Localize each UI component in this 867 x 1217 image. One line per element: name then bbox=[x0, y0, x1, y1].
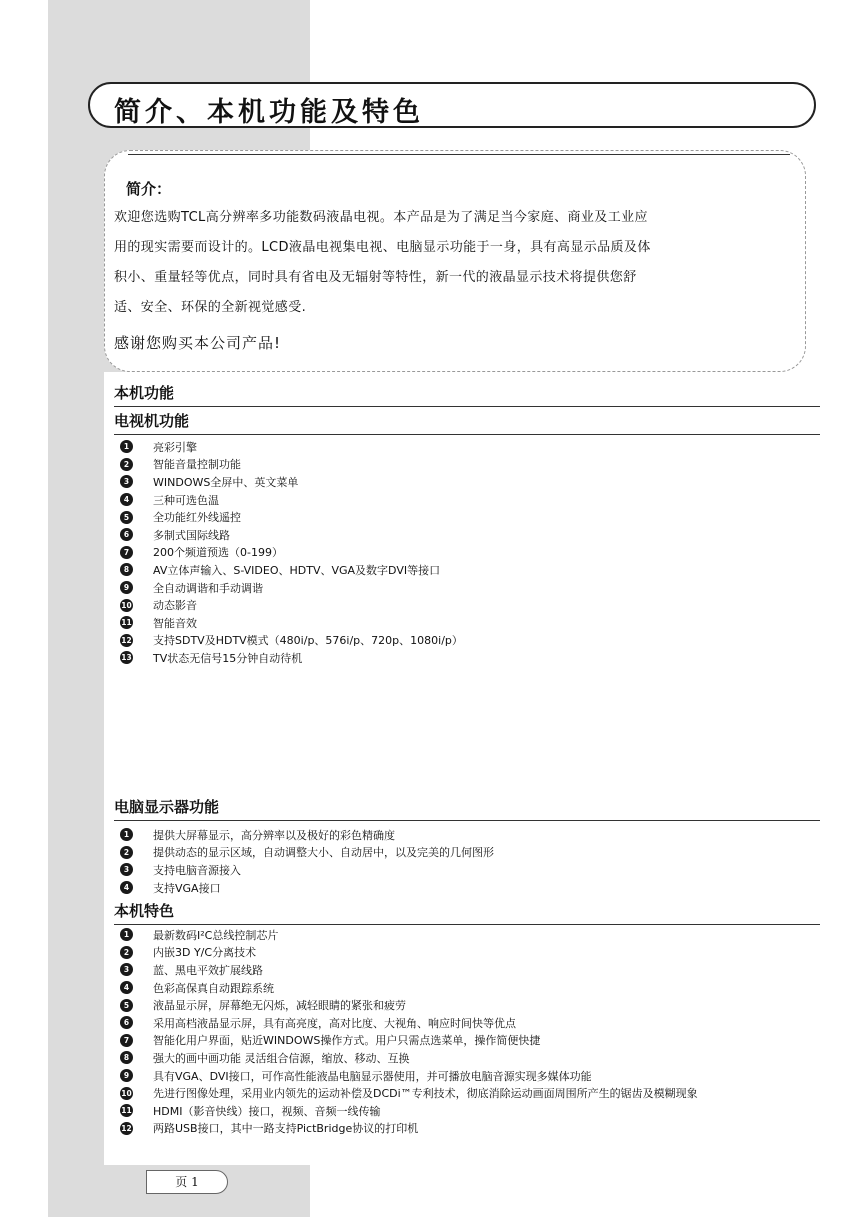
number-bullet-icon: 1 bbox=[120, 928, 133, 941]
number-bullet-icon: 12 bbox=[121, 1123, 132, 1133]
number-bullet-icon: 9 bbox=[120, 1069, 133, 1082]
feature-item bbox=[120, 561, 820, 579]
feature-item bbox=[120, 1067, 820, 1085]
pc-feature-list bbox=[120, 826, 820, 896]
number-bullet-icon: 7 bbox=[120, 546, 133, 559]
number-bullet-icon: 1 bbox=[120, 440, 133, 453]
feature-text: TV状态无信号15分钟自动待机 bbox=[153, 651, 303, 665]
number-bullet-icon: 3 bbox=[120, 475, 133, 488]
feature-item bbox=[120, 1120, 820, 1138]
number-bullet-icon: 12 bbox=[121, 635, 132, 645]
number-bullet-icon: 10 bbox=[121, 600, 132, 610]
feature-text: HDMI（影音快线）接口，视频、音频一线传输 bbox=[153, 1104, 381, 1118]
feature-item bbox=[120, 526, 820, 544]
feature-item bbox=[120, 596, 820, 614]
number-bullet-icon: 3 bbox=[120, 963, 133, 976]
number-bullet-icon: 9 bbox=[120, 581, 133, 594]
feature-text: 智能音效 bbox=[153, 616, 197, 630]
feature-item bbox=[120, 996, 820, 1014]
number-bullet-icon: 2 bbox=[120, 946, 133, 959]
intro-line: 适、安全、环保的全新视觉感受. bbox=[114, 300, 307, 315]
feature-item bbox=[120, 861, 820, 879]
feature-item bbox=[120, 844, 820, 862]
feature-text: 智能音量控制功能 bbox=[153, 458, 241, 472]
feature-item bbox=[120, 579, 820, 597]
feature-text: 色彩高保真自动跟踪系统 bbox=[153, 981, 274, 995]
feature-text: 液晶显示屏，屏幕绝无闪烁，减轻眼睛的紧张和疲劳 bbox=[153, 999, 406, 1013]
feature-text: 提供动态的显示区域，自动调整大小、自动居中，以及完美的几何图形 bbox=[153, 846, 494, 860]
section-header-features: 本机功能 bbox=[114, 382, 820, 407]
number-bullet-icon: 7 bbox=[120, 1034, 133, 1047]
number-bullet-icon: 4 bbox=[120, 981, 133, 994]
feature-text: 最新数码I²C总线控制芯片 bbox=[153, 928, 279, 942]
feature-text: 两路USB接口，其中一路支持PictBridge协议的打印机 bbox=[153, 1122, 419, 1136]
feature-item bbox=[120, 473, 820, 491]
feature-item bbox=[120, 826, 820, 844]
feature-text: 亮彩引擎 bbox=[153, 440, 197, 454]
number-bullet-icon: 4 bbox=[120, 493, 133, 506]
feature-item bbox=[120, 438, 820, 456]
page-title: 简介、本机功能及特色 bbox=[114, 97, 424, 128]
feature-text: AV立体声输入、S-VIDEO、HDTV、VGA及数字DVI等接口 bbox=[153, 563, 441, 577]
feature-text: 全自动调谐和手动调谐 bbox=[153, 581, 263, 595]
number-bullet-icon: 8 bbox=[120, 563, 133, 576]
feature-item bbox=[120, 944, 820, 962]
section-header-tv: 电视机功能 bbox=[114, 410, 820, 435]
feature-text: 智能化用户界面，贴近WINDOWS操作方式。用户只需点选菜单，操作简便快捷 bbox=[153, 1034, 541, 1048]
feature-text: 支持SDTV及HDTV模式（480i/p、576i/p、720p、1080i/p） bbox=[153, 634, 463, 648]
intro-thanks: 感谢您购买本公司产品! bbox=[114, 334, 282, 352]
number-bullet-icon: 5 bbox=[120, 999, 133, 1012]
number-bullet-icon: 11 bbox=[121, 618, 132, 628]
feature-item bbox=[120, 508, 820, 526]
tv-feature-list bbox=[120, 438, 820, 667]
intro-line: 积小、重量轻等优点，同时具有省电及无辐射等特性，新一代的液晶显示技术将提供您舒 bbox=[114, 270, 637, 285]
feature-item bbox=[120, 1084, 820, 1102]
section-header-pc: 电脑显示器功能 bbox=[114, 796, 820, 821]
feature-item bbox=[120, 1049, 820, 1067]
feature-item bbox=[120, 979, 820, 997]
feature-text: 多制式国际线路 bbox=[153, 528, 230, 542]
number-bullet-icon: 8 bbox=[120, 1051, 133, 1064]
number-bullet-icon: 11 bbox=[121, 1106, 132, 1116]
feature-text: 200个频道预选（0-199） bbox=[153, 546, 283, 560]
feature-item bbox=[120, 614, 820, 632]
feature-item bbox=[120, 926, 820, 944]
intro-heading: 简介： bbox=[126, 180, 172, 198]
feature-item bbox=[120, 1032, 820, 1050]
feature-text: 全功能红外线遥控 bbox=[153, 511, 241, 525]
title-box bbox=[88, 82, 816, 128]
intro-line: 欢迎您选购TCL高分辨率多功能数码液晶电视。本产品是为了满足当今家庭、商业及工业应 bbox=[114, 210, 648, 225]
number-bullet-icon: 13 bbox=[121, 653, 132, 663]
page-number-tab: 页 1 bbox=[146, 1170, 228, 1194]
feature-text: 具有VGA、DVI接口，可作高性能液晶电脑显示器使用，并可播放电脑音源实现多媒体功能 bbox=[153, 1069, 592, 1083]
feature-text: 支持电脑音源接入 bbox=[153, 863, 241, 877]
feature-item bbox=[120, 961, 820, 979]
feature-item bbox=[120, 456, 820, 474]
feature-text: 三种可选色温 bbox=[153, 493, 219, 507]
feature-text: 强大的画中画功能 灵活组合信源，缩放、移动、互换 bbox=[153, 1051, 410, 1065]
feature-text: 提供大屏幕显示，高分辨率以及极好的彩色精确度 bbox=[153, 828, 395, 842]
feature-text: 动态影音 bbox=[153, 599, 197, 613]
feature-text: WINDOWS全屏中、英文菜单 bbox=[153, 475, 299, 489]
characteristics-feature-list bbox=[120, 926, 820, 1137]
feature-item bbox=[120, 1102, 820, 1120]
feature-text: 先进行图像处理，采用业内领先的运动补偿及DCDi™专利技术，彻底消除运动画面周围所产生的锯齿及模糊现象 bbox=[153, 1087, 698, 1101]
feature-text: 支持VGA接口 bbox=[153, 881, 221, 895]
section-header-characteristics: 本机特色 bbox=[114, 900, 820, 925]
feature-text: 采用高档液晶显示屏，具有高亮度，高对比度、大视角、响应时间快等优点 bbox=[153, 1016, 516, 1030]
number-bullet-icon: 1 bbox=[120, 828, 133, 841]
number-bullet-icon: 10 bbox=[121, 1088, 132, 1098]
intro-divider bbox=[128, 154, 790, 155]
feature-item bbox=[120, 1014, 820, 1032]
number-bullet-icon: 3 bbox=[120, 863, 133, 876]
feature-item bbox=[120, 632, 820, 650]
number-bullet-icon: 2 bbox=[120, 846, 133, 859]
feature-item bbox=[120, 491, 820, 509]
number-bullet-icon: 4 bbox=[120, 881, 133, 894]
number-bullet-icon: 6 bbox=[120, 1016, 133, 1029]
feature-text: 内嵌3D Y/C分离技术 bbox=[153, 946, 257, 960]
feature-item bbox=[120, 649, 820, 667]
number-bullet-icon: 5 bbox=[120, 511, 133, 524]
feature-item bbox=[120, 879, 820, 897]
feature-text: 蓝、黑电平效扩展线路 bbox=[153, 963, 263, 977]
number-bullet-icon: 6 bbox=[120, 528, 133, 541]
intro-line: 用的现实需要而设计的。LCD液晶电视集电视、电脑显示功能于一身，具有高显示品质及体 bbox=[114, 240, 651, 255]
number-bullet-icon: 2 bbox=[120, 458, 133, 471]
feature-item bbox=[120, 544, 820, 562]
